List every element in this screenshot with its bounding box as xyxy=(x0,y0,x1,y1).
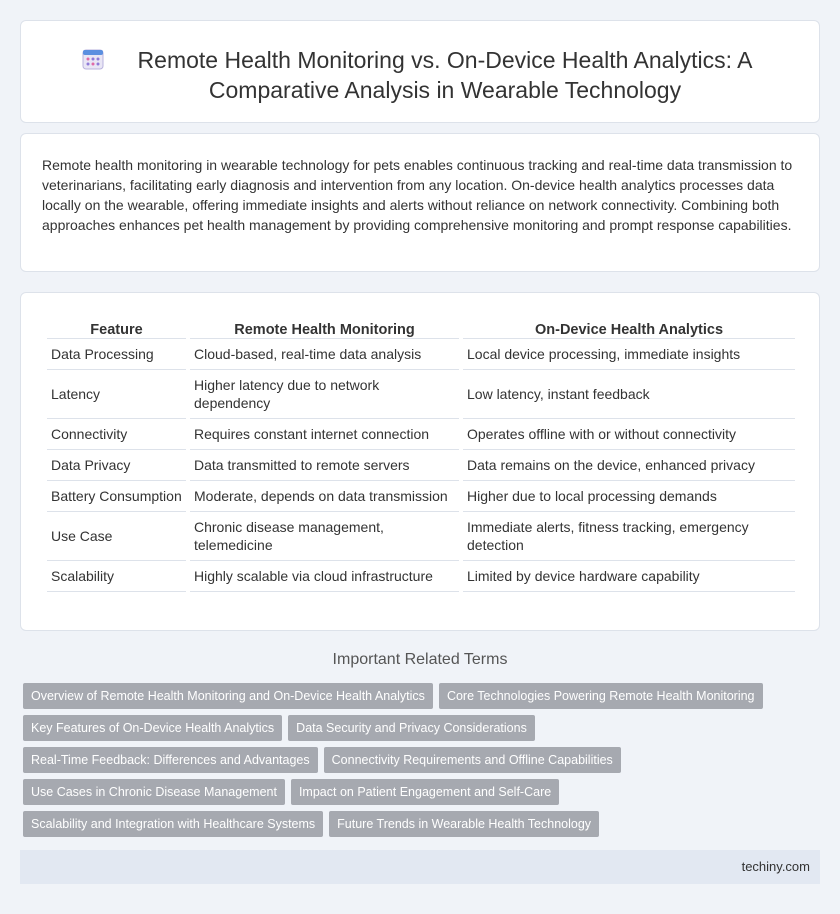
remote-cell: Cloud-based, real-time data analysis xyxy=(190,339,459,370)
feature-cell: Use Case xyxy=(47,512,186,561)
related-term-tag[interactable]: Key Features of On-Device Health Analytics xyxy=(23,715,282,741)
on-device-cell: Higher due to local processing demands xyxy=(463,481,795,512)
on-device-cell: Data remains on the device, enhanced privacy xyxy=(463,450,795,481)
related-term-tag[interactable]: Use Cases in Chronic Disease Management xyxy=(23,779,285,805)
related-term-tag[interactable]: Future Trends in Wearable Health Technology xyxy=(329,811,599,837)
intro-paragraph: Remote health monitoring in wearable technology for pets enables continuous tracking and real-time data transmission to veterinarians, facilitating early diagnosis and intervention from any location. On-device health analytics processes data locally on the wearable, offering immediate insights and alerts without reliance on network connectivity. Combining both approaches enhances pet health management by providing comprehensive monitoring and prompt response capabilities. xyxy=(42,157,793,233)
related-term-tag[interactable]: Data Security and Privacy Considerations xyxy=(288,715,535,741)
table-row xyxy=(47,419,795,450)
table-row xyxy=(47,339,795,370)
related-term-tag[interactable]: Real-Time Feedback: Differences and Advantages xyxy=(23,747,318,773)
related-term-tag[interactable]: Core Technologies Powering Remote Health Monitoring xyxy=(439,683,763,709)
feature-cell: Connectivity xyxy=(47,419,186,450)
remote-cell: Higher latency due to network dependency xyxy=(190,370,459,419)
feature-cell: Data Processing xyxy=(47,339,186,370)
related-term-tag[interactable]: Connectivity Requirements and Offline Capabilities xyxy=(324,747,621,773)
remote-cell: Chronic disease management, telemedicine xyxy=(190,512,459,561)
remote-cell: Data transmitted to remote servers xyxy=(190,450,459,481)
table-row xyxy=(47,512,795,561)
title-card xyxy=(20,20,820,123)
table-row xyxy=(47,481,795,512)
feature-cell: Data Privacy xyxy=(47,450,186,481)
on-device-cell: Limited by device hardware capability xyxy=(463,561,795,592)
on-device-cell: Local device processing, immediate insights xyxy=(463,339,795,370)
comparison-card xyxy=(20,292,820,631)
intro-card xyxy=(20,133,820,272)
page-title: Remote Health Monitoring vs. On-Device Health Analytics: A Comparative Analysis in Wearable Technology xyxy=(137,47,753,103)
feature-cell: Latency xyxy=(47,370,186,419)
related-term-tag[interactable]: Impact on Patient Engagement and Self-Care xyxy=(291,779,559,805)
remote-cell: Requires constant internet connection xyxy=(190,419,459,450)
table-row xyxy=(47,561,795,592)
table-header-row xyxy=(47,315,795,339)
remote-cell: Moderate, depends on data transmission xyxy=(190,481,459,512)
remote-cell: Highly scalable via cloud infrastructure xyxy=(190,561,459,592)
on-device-cell: Low latency, instant feedback xyxy=(463,370,795,419)
related-terms-heading: Important Related Terms xyxy=(332,651,508,668)
column-header-remote: Remote Health Monitoring xyxy=(190,315,459,339)
footer xyxy=(20,850,820,884)
feature-cell: Battery Consumption xyxy=(47,481,186,512)
table-row xyxy=(47,370,795,419)
column-header-feature: Feature xyxy=(47,315,186,339)
on-device-cell: Immediate alerts, fitness tracking, emergency detection xyxy=(463,512,795,561)
related-term-tag[interactable]: Scalability and Integration with Healthcare Systems xyxy=(23,811,323,837)
on-device-cell: Operates offline with or without connectivity xyxy=(463,419,795,450)
related-term-tag[interactable]: Overview of Remote Health Monitoring and On-Device Health Analytics xyxy=(23,683,433,709)
comparison-table xyxy=(43,315,799,592)
feature-cell: Scalability xyxy=(47,561,186,592)
related-terms-list xyxy=(23,683,813,837)
footer-site-link[interactable]: techiny.com xyxy=(741,859,810,874)
column-header-on-device: On-Device Health Analytics xyxy=(463,315,795,339)
table-row xyxy=(47,450,795,481)
